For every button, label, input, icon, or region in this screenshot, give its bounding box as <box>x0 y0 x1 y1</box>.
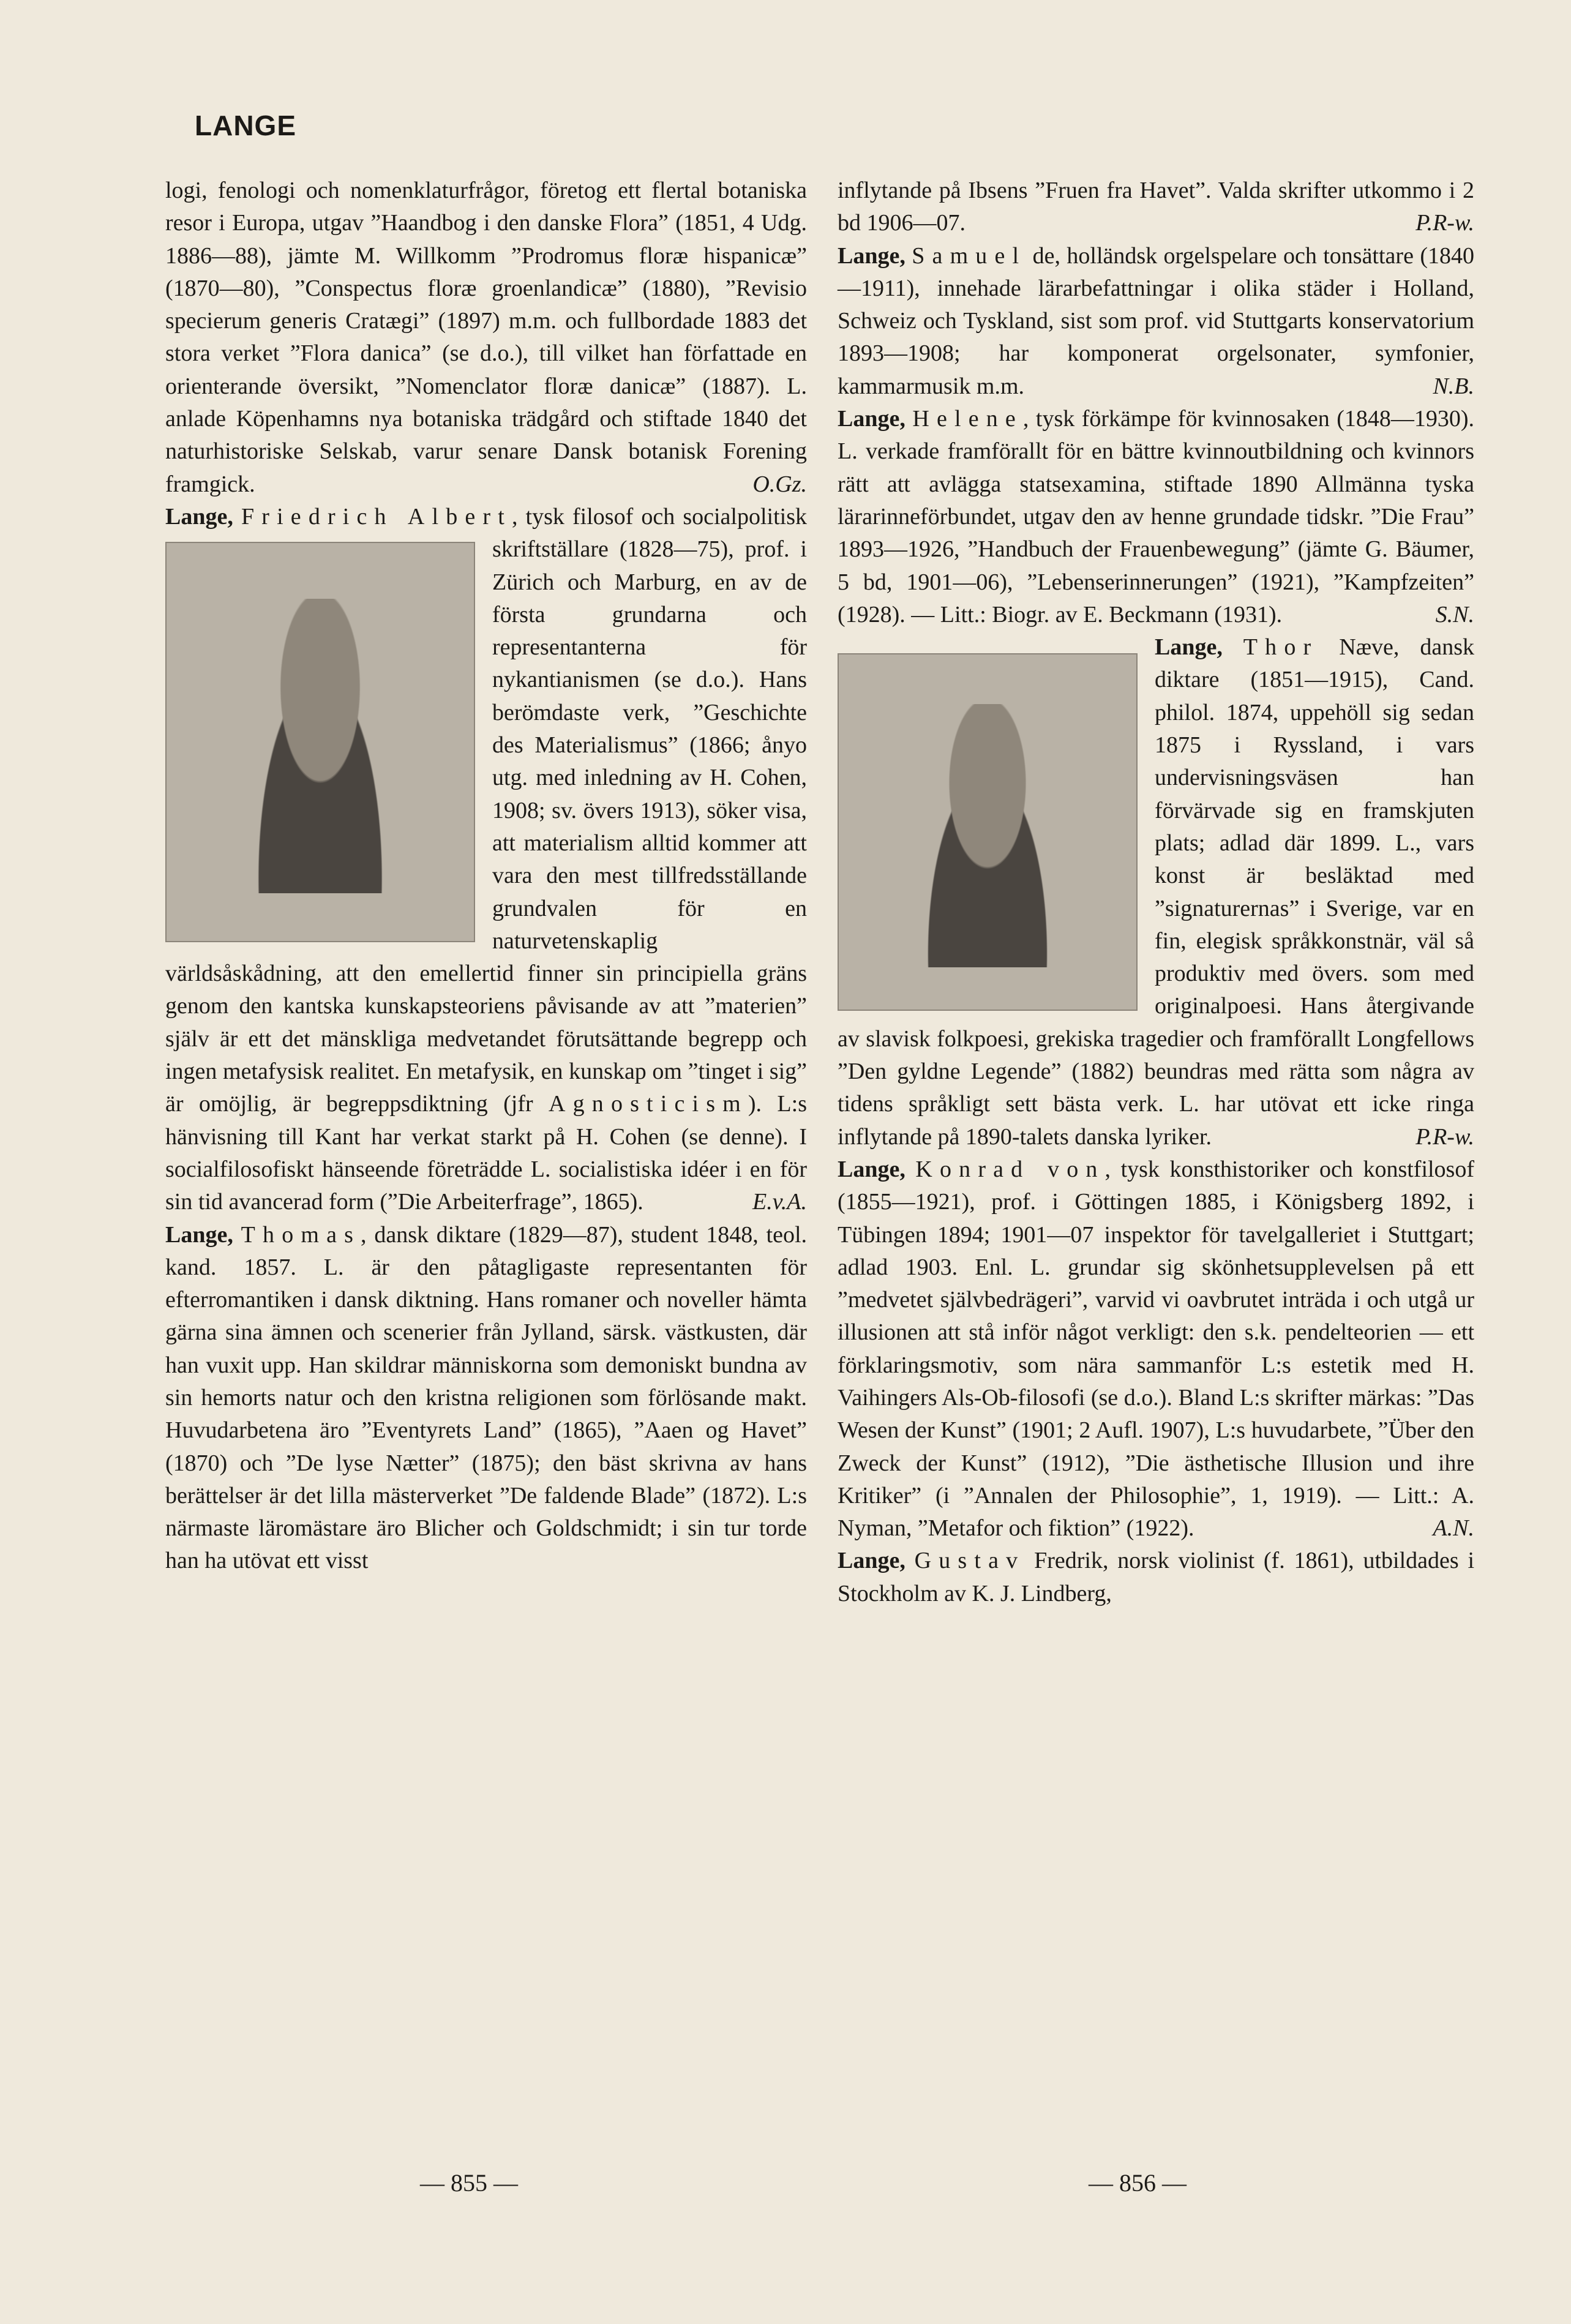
author-signature: O.Gz. <box>752 471 807 497</box>
entry-samuel-de-lange: Lange, Samuel de, holländsk orgelspelare och tonsättare (1840—1911), innehade lärarbefattningar i olika städer i Holland, Schweiz och Tyskland, sist som prof. vid Stuttgarts konservatorium 1893—1908; har komponerat orgelsonater, symfonier, kammarmusik m.m. N.B. <box>838 240 1474 403</box>
author-signature: S.N. <box>1435 601 1474 628</box>
given-name: Konrad von <box>915 1156 1105 1182</box>
given-name: Gustav <box>914 1548 1025 1574</box>
given-name: Friedrich Albert <box>241 503 512 530</box>
author-signature: P.R-w. <box>1415 1123 1474 1150</box>
entry-thomas-lange: Lange, Thomas, dansk diktare (1829—87), student 1848, teol. kand. 1857. L. är den påtagligaste representanten för efterromantiken i dansk diktning. Hans romaner och noveller hämta gärna sina ämnen och scenerier från Jylland, särsk. västkusten, där han vuxit upp. Han skildrar människorna som demoniskt bundna av sin hemorts natur och den kristna religionen som förlösande makt. Huvudarbetena äro ”Eventyrets Land” (1865), ”Aaen og Havet” (1870) och ”De lyse Nætter” (1875); den bäst skrivna av hans berättelser är det lilla mästerverket ”De faldende Blade” (1872). L:s närmaste läromästare äro Blicher och Goldschmidt; i sin tur torde han ha utövat ett visst <box>165 1221 808 1574</box>
portrait-friedrich-albert-lange <box>165 542 475 942</box>
headword: Lange, <box>838 242 905 269</box>
headword: Lange, <box>1155 634 1223 661</box>
headword: Lange, <box>838 1548 905 1574</box>
headword: Lange, <box>165 503 233 530</box>
running-head: LANGE <box>195 110 296 141</box>
headword: Lange, <box>838 1156 905 1182</box>
entry-konrad-von-lange: Lange, Konrad von, tysk konsthistoriker och konstfilosof (1855—1921), prof. i Göttingen 1885, i Königsberg 1892, i Tübingen 1894; 1901—07 inspektor för tavelgalleriet i Stuttgart; adlad 1903. Enl. L. grundar sig skönhetsupplevelsen på ett ”medvetet självbedrägeri”, varvid vi oavbrutet inträda i och utgå ur illusionen att stå inför något verkligt: den s.k. pendelteorien — ett förklaringsmotiv, som nära sammanför L:s estetik med H. Vaihingers Als-Ob-filosofi (se d.o.). Bland L:s skrifter märkas: ”Das Wesen der Kunst” (1901; 2 Aufl. 1907), L:s huvudarbete, ”Über den Zweck der Kunst” (1912), ”Die ästhetische Illusion und ihre Kritiker” (i ”Annalen der Philosophie”, 1, 1919). — Litt.: A. Nyman, ”Metafor och fiktion” (1922). A.N. <box>838 1153 1474 1545</box>
cross-reference: Agnosticism <box>549 1091 748 1117</box>
author-signature: N.B. <box>1433 373 1474 399</box>
given-name: Helene <box>912 406 1023 432</box>
left-column <box>165 174 807 1578</box>
headword: Lange, <box>838 406 905 432</box>
entry-friedrich-albert-lange: Lange, Friedrich Albert , tysk filosof och socialpolitisk skriftställare (1828—75), prof. i Zürich och Marburg, en av de första grundarna och representanterna för nykantianismen (se d.o.). Hans berömdaste verk, ”Geschichte des Materialismus” (1866; ånyo utg. med inledning av H. Cohen, 1908; sv. övers 1913), söker visa, att materialism alltid kommer att vara den mest tillfredsställande grundvalen för en naturvetenskaplig världsåskådning, att den emellertid finner sin principiella gräns genom den kantska kunskapsteoriens påvisande av att ”materien” själv är ett det mänskliga medvetandet förutsättande begrepp och ingen metafysisk realitet. En metafysik, en kunskap om ”tinget i sig” är omöjlig, är begreppsdiktning (jfr Agnosticism). L:s hänvisning till Kant har verkat starkt på H. Cohen (se denne). I socialfilosofiskt hänseende företrädde L. socialistiska idéer i en för sin tid avancerad form (”Die Arbeiterfrage”, 1865). E.v.A. <box>165 501 807 1219</box>
right-column <box>838 174 1474 1610</box>
page-number-left: — 855 — <box>420 2169 518 2197</box>
entry-gustav-lange: Lange, Gustav Fredrik, norsk violinist (f. 1861), utbildades i Stockholm av K. J. Lindberg, <box>838 1548 1475 1606</box>
author-signature: E.v.A. <box>752 1189 807 1215</box>
entry-helene-lange: Lange, Helene, tysk förkämpe för kvinnosaken (1848—1930). L. verkade framförallt för en bättre kvinnoutbildning och kvinnors rätt att avlägga statsexamina, stiftade 1890 Allmänna tyska lärarinneförbundet, utgav den av henne grundade tidskr. ”Die Frau” 1893—1926, ”Handbuch der Frauenbewegung” (jämte G. Bäumer, 5 bd, 1901—06), ”Lebenserinnerungen” (1921), ”Kampfzeiten” (1928). — Litt.: Biogr. av E. Beckmann (1931). S.N. <box>838 403 1474 631</box>
headword: Lange, <box>165 1221 233 1248</box>
entry-continuation: logi, fenologi och nomenklaturfrågor, företog ett flertal botaniska resor i Europa, utgav ”Haandbog i den danske Flora” (1851, 4 Udg. 1886—88), jämte M. Willkomm ”Prodromus floræ hispanicæ” (1870—80), ”Conspectus floræ groenlandicæ” (1880), ”Revisio specierum generis Cratægi” (1897) m.m. och fullbordade 1883 det stora verket ”Flora danica” (se d.o.), till vilket han författade en orienterande översikt, ”Nomenclator floræ danicæ” (1887). L. anlade Köpenhamns nya botaniska trädgård och stiftade 1840 det naturhistoriske Selskab, varur senare Dansk botanisk Forening framgick. O.Gz. <box>165 174 807 501</box>
given-name: Samuel <box>912 242 1027 269</box>
author-signature: P.R-w. <box>1415 210 1474 236</box>
page-number-right: — 856 — <box>1089 2169 1187 2197</box>
portrait-thor-lange <box>838 653 1138 1011</box>
given-name: Thor <box>1243 634 1319 661</box>
given-name: Thomas <box>241 1221 361 1248</box>
entry-thor-naeve-lange: Lange, Thor Næve, dansk diktare (1851—1915), Cand. philol. 1874, uppehöll sig sedan 1875 i Ryssland, i vars undervisningsväsen han förvärvade sig en framskjuten plats; adlad där 1899. L., vars konst är besläktad med ”signaturernas” i Sverige, var en fin, elegisk språkkonstnär, väl så produktiv med övers. som med originalpoesi. Hans återgivande av slavisk folkpoesi, grekiska tragedier och framförallt Longfellows ”Den gyldne Legende” (1882) beundras med rätta som några av tidens språkligt sett bästa verk. L. har utövat ett icke ringa inflytande på 1890-talets danska lyriker. P.R-w. <box>838 631 1474 1153</box>
author-signature: A.N. <box>1433 1515 1474 1542</box>
entry-continuation: inflytande på Ibsens ”Fruen fra Havet”. Valda skrifter utkommo i 2 bd 1906—07. P.R-w. <box>838 174 1474 240</box>
